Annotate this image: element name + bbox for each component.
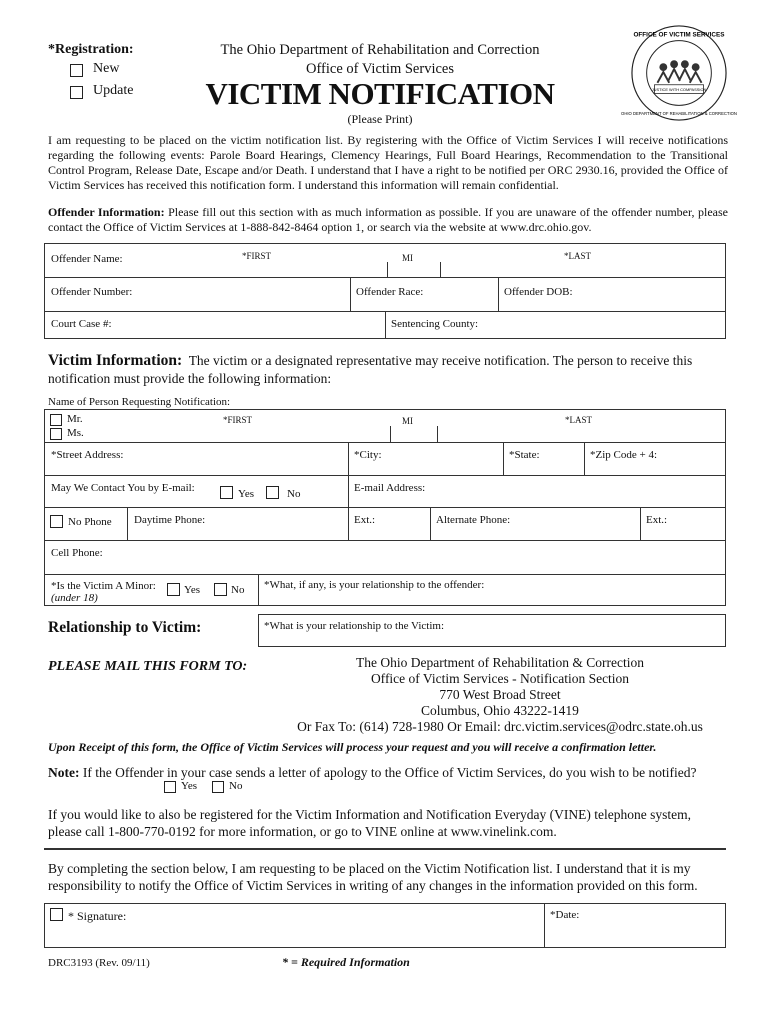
ms-label: Ms. bbox=[67, 427, 84, 439]
update-label: Update bbox=[93, 83, 134, 98]
zip-divider bbox=[584, 442, 585, 475]
victim-row-divider bbox=[44, 442, 726, 443]
offender-last-label: *LAST bbox=[564, 251, 591, 261]
ms-checkbox[interactable] bbox=[50, 428, 62, 440]
offender-number-label: Offender Number: bbox=[51, 286, 133, 298]
ext-divider bbox=[348, 507, 349, 540]
update-checkbox[interactable] bbox=[70, 86, 83, 99]
relationship-offender-label: *What, if any, is your relationship to the offender: bbox=[264, 579, 485, 591]
signature-field[interactable] bbox=[50, 925, 540, 945]
mail-line: Columbus, Ohio 43222-1419 bbox=[421, 703, 579, 718]
street-address-label: *Street Address: bbox=[51, 449, 124, 461]
no-phone-checkbox[interactable] bbox=[50, 515, 63, 528]
date-divider bbox=[544, 903, 545, 948]
under-18-label: (under 18) bbox=[51, 592, 98, 604]
note-label: Note: bbox=[48, 765, 80, 780]
victim-name-field[interactable] bbox=[90, 427, 725, 441]
daytime-divider bbox=[127, 507, 128, 540]
minor-no-label: No bbox=[231, 584, 245, 596]
note-no-checkbox[interactable] bbox=[212, 781, 224, 793]
offender-row-divider bbox=[44, 277, 726, 278]
minor-label: *Is the Victim A Minor: bbox=[51, 580, 156, 592]
offender-name-field[interactable] bbox=[140, 262, 725, 276]
city-label: *City: bbox=[354, 449, 382, 461]
county-divider bbox=[385, 311, 386, 339]
victim-row-divider bbox=[44, 540, 726, 541]
receipt-statement: Upon Receipt of this form, the Office of Victim Services will process your request and you will receive a confirmation letter. bbox=[48, 740, 657, 754]
signature-label: * Signature: bbox=[68, 909, 127, 923]
victim-last-label: *LAST bbox=[565, 415, 592, 425]
alternate-divider bbox=[430, 507, 431, 540]
victim-row-divider bbox=[44, 475, 726, 476]
victim-first-label: *FIRST bbox=[223, 415, 253, 425]
signature-checkbox[interactable] bbox=[50, 908, 63, 921]
mr-label: Mr. bbox=[67, 413, 83, 425]
daytime-phone-label: Daytime Phone: bbox=[134, 514, 206, 526]
alternate-phone-label: Alternate Phone: bbox=[436, 514, 511, 526]
victim-row-divider bbox=[44, 574, 726, 575]
state-divider bbox=[503, 442, 504, 475]
vine-paragraph: If you would like to also be registered for the Victim Information and Notification Everyday (VINE) telephone system, please call 1-800-770-0192 for more information, or go to VINE online at www.vinelink.com. bbox=[48, 807, 692, 839]
offender-name-label: Offender Name: bbox=[51, 253, 123, 265]
email-yes-checkbox[interactable] bbox=[220, 486, 233, 499]
offender-info-text: Please fill out this section with as much information as possible. If you are unaware of the offender number, please contact the Office of Victim Services at 1-888-842-8464 option 1, or search via the website at www.drc.ohio.gov. bbox=[48, 205, 728, 234]
victim-info-text-2: notification must provide the following information: bbox=[48, 371, 332, 386]
email-address-divider bbox=[348, 475, 349, 507]
victim-info-heading: Victim Information: bbox=[48, 352, 183, 369]
note-yes-checkbox[interactable] bbox=[164, 781, 176, 793]
mail-heading: PLEASE MAIL THIS FORM TO: bbox=[48, 659, 248, 674]
offender-mi-label: MI bbox=[402, 253, 413, 263]
seal-bottom-text: OHIO DEPARTMENT OF REHABILITATION & CORRECTION bbox=[621, 111, 737, 117]
relationship-offender-divider bbox=[258, 574, 259, 606]
minor-no-checkbox[interactable] bbox=[214, 583, 227, 596]
ovs-seal-icon bbox=[621, 24, 737, 122]
mail-line: Office of Victim Services - Notification Section bbox=[370, 671, 630, 686]
note-text: If the Offender in your case sends a letter of apology to the Office of Victim Services, do you wish to be notified? bbox=[82, 765, 697, 780]
ext2-label: Ext.: bbox=[646, 514, 668, 526]
sentencing-county-label: Sentencing County: bbox=[391, 318, 479, 330]
note-block bbox=[48, 765, 738, 781]
victim-info-block bbox=[48, 352, 728, 388]
email-address-label: E-mail Address: bbox=[354, 482, 426, 494]
city-divider bbox=[348, 442, 349, 475]
offender-first-label: *FIRST bbox=[242, 251, 272, 261]
mail-line: Or Fax To: (614) 728-1980 Or Email: drc.victim.services@odrc.state.oh.us bbox=[297, 719, 703, 734]
cell-phone-label: Cell Phone: bbox=[51, 547, 103, 559]
no-phone-label: No Phone bbox=[68, 516, 112, 528]
note-yes-label: Yes bbox=[181, 780, 198, 792]
new-checkbox[interactable] bbox=[70, 64, 83, 77]
new-label: New bbox=[93, 61, 120, 76]
seal-banner-text: JUSTICE WITH COMPASSION bbox=[651, 87, 707, 93]
offender-info-paragraph bbox=[48, 205, 728, 235]
form-title: VICTIM NOTIFICATION bbox=[205, 76, 555, 111]
please-print: (Please Print) bbox=[347, 112, 413, 126]
email-no-label: No bbox=[287, 488, 301, 500]
seal-top-text: OFFICE OF VICTIM SERVICES bbox=[633, 31, 725, 39]
mail-line: The Ohio Department of Rehabilitation & Correction bbox=[356, 655, 644, 670]
relationship-heading: Relationship to Victim: bbox=[48, 619, 202, 636]
relationship-label: *What is your relationship to the Victim: bbox=[264, 620, 444, 632]
minor-yes-checkbox[interactable] bbox=[167, 583, 180, 596]
offender-info-heading: Offender Information: bbox=[48, 205, 165, 219]
ext2-divider bbox=[640, 507, 641, 540]
department-name: The Ohio Department of Rehabilitation and Correction bbox=[220, 42, 540, 58]
victim-row-divider bbox=[44, 507, 726, 508]
date-label: *Date: bbox=[550, 909, 580, 921]
office-name: Office of Victim Services bbox=[306, 61, 454, 77]
offender-dob-divider bbox=[498, 277, 499, 311]
section-separator bbox=[44, 848, 726, 850]
victim-info-text-1: The victim or a designated representative may receive notification. The person to receive this bbox=[188, 353, 693, 368]
minor-yes-label: Yes bbox=[184, 584, 201, 596]
ext-label: Ext.: bbox=[354, 514, 376, 526]
mail-line: 770 West Broad Street bbox=[439, 687, 561, 702]
email-no-checkbox[interactable] bbox=[266, 486, 279, 499]
intro-paragraph: I am requesting to be placed on the victim notification list. By registering with the Office of Victim Services I will receive notifications regarding the following events: Parole Board Hearings, Clemency Hearings, Full Board Hearings, Recommendation to the Transitional Control Program, Release Date, Escape and/or Death. I understand that I have a right to be notified per ORC 2930.16, provided the Office of Victim Services has received this notification form. I understand this information will remain confidential. bbox=[48, 133, 728, 192]
mr-checkbox[interactable] bbox=[50, 414, 62, 426]
state-label: *State: bbox=[509, 449, 540, 461]
note-no-label: No bbox=[229, 780, 243, 792]
registration-label: *Registration: bbox=[48, 42, 134, 57]
required-legend: * = Required Information bbox=[282, 955, 410, 969]
zip-label: *Zip Code + 4: bbox=[590, 449, 658, 461]
offender-dob-label: Offender DOB: bbox=[504, 286, 573, 298]
requesting-name-label: Name of Person Requesting Notification: bbox=[48, 396, 231, 408]
email-yes-label: Yes bbox=[238, 488, 255, 500]
victim-mi-label: MI bbox=[402, 416, 413, 426]
form-id: DRC3193 (Rev. 09/11) bbox=[48, 957, 150, 969]
court-case-label: Court Case #: bbox=[51, 318, 112, 330]
offender-race-label: Offender Race: bbox=[356, 286, 424, 298]
mail-address bbox=[270, 655, 730, 735]
email-contact-label: May We Contact You by E-mail: bbox=[51, 482, 195, 494]
agreement-paragraph: By completing the section below, I am requesting to be placed on the Victim Notification list. I understand that it is my responsibility to notify the Office of Victim Services in writing of any changes in the information provided on this form. bbox=[48, 861, 698, 893]
offender-race-divider bbox=[350, 277, 351, 311]
